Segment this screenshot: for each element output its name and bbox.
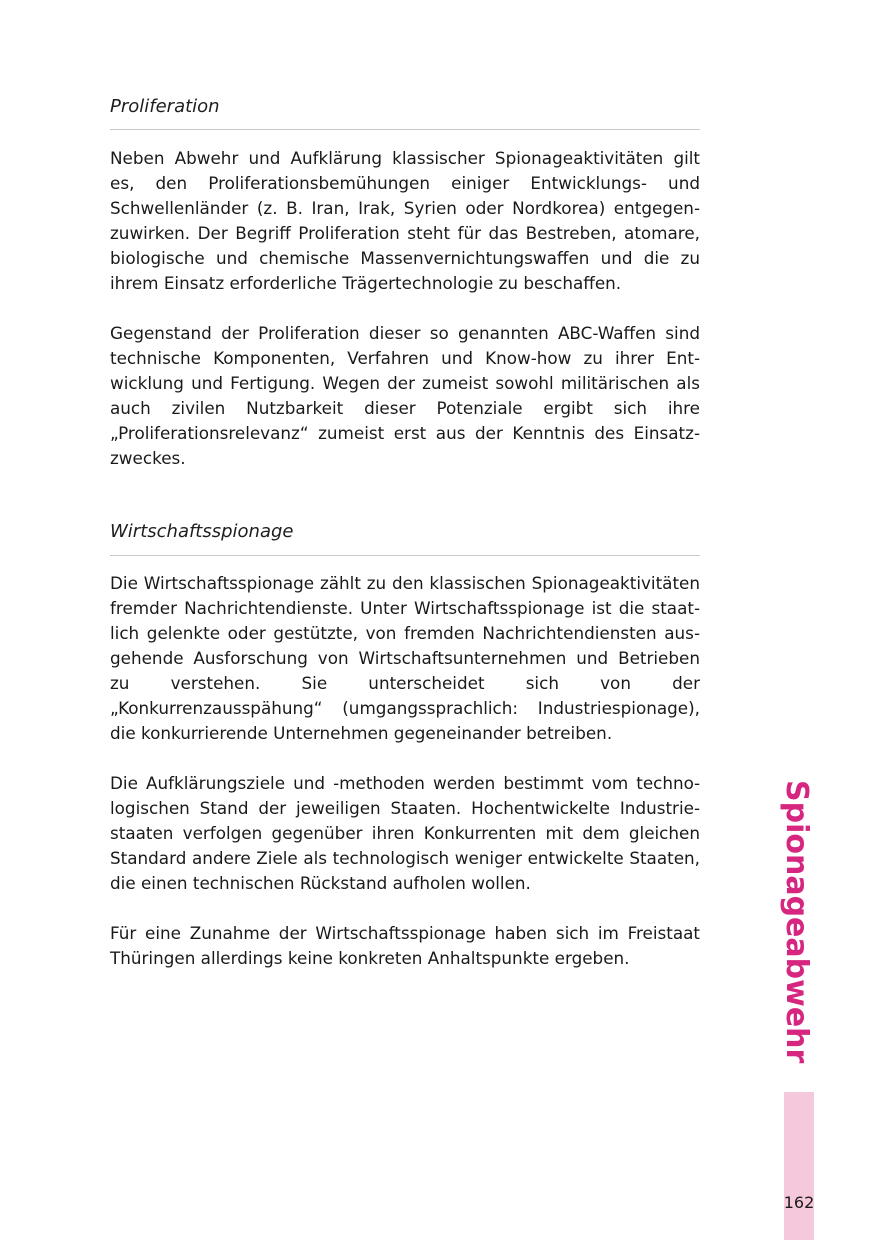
chapter-tab-marker (784, 1092, 814, 1240)
paragraph-proliferation-2: Gegenstand der Proliferation dieser so genannten ABC-Waffen sind technische Komponenten, Verfahren und Know-how zu ihrer Entwicklung und Fertigung. Wegen der zumeist sowohl militärischen als auch zivilen Nutzbarkeit dieser Potenziale ergibt sich ihre „Proliferationsrelevanz“ zumeist erst aus der Kenntnis des Einsatzzweckes. (110, 323, 700, 468)
section-divider (110, 555, 700, 556)
section-title-wirtschaftsspionage: Wirtschaftsspionage (110, 521, 294, 542)
paragraph-wirtschaftsspionage-3: Für eine Zunahme der Wirtschaftsspionage haben sich im Freistaat Thüringen allerdings keine konkreten Anhaltspunkte ergeben. (110, 923, 700, 968)
page-number: 162 (783, 1193, 815, 1212)
paragraph-wirtschaftsspionage-2: Die Aufklärungsziele und -methoden werden bestimmt vom technologischen Stand der jeweiligen Staaten. Hochentwickelte Industriestaaten verfolgen gegenüber ihren Konkurrenten mit dem gleichen Standard andere Ziele als technologisch weniger entwickelte Staaten, die einen technischen Rückstand aufholen wollen. (110, 773, 700, 893)
section-title-proliferation: Proliferation (110, 96, 220, 117)
chapter-side-title: Spionageabwehr (779, 780, 814, 1064)
section-divider (110, 129, 700, 130)
paragraph-proliferation-1: Neben Abwehr und Aufklärung klassischer Spionageaktivitäten gilt es, den Proliferationsbemühungen einiger Entwicklungs- und Schwellenländer (z. B. Iran, Irak, Syrien oder Nordkorea) entgegenzuwirken. Der Begriff Proliferation steht für das Bestreben, atomare, biologische und chemische Massenvernichtungswaffen und die zu ihrem Einsatz erforderliche Trägertechnologie zu beschaffen. (110, 148, 700, 293)
paragraph-wirtschaftsspionage-1: Die Wirtschaftsspionage zählt zu den klassischen Spionageaktivitäten fremder Nachrichtendienste. Unter Wirtschaftsspionage ist die staatlich gelenkte oder gestützte, von fremden Nachrichtendiensten ausgehende Ausforschung von Wirtschaftsunternehmen und Betrieben zu verstehen. Sie unterscheidet sich von der „Konkurrenzausspähung“ (umgangssprachlich: Industriespionage), die konkurrierende Unternehmen gegeneinander betreiben. (110, 573, 700, 743)
